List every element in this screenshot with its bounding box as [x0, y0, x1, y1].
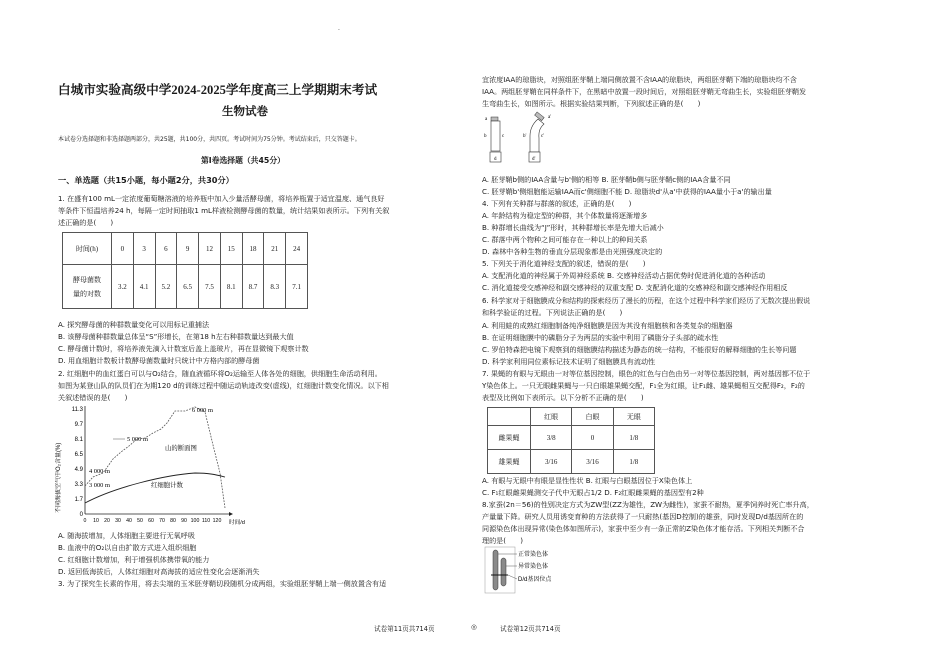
fig-label-d: d: [494, 157, 497, 162]
abnormal-chromosome: [501, 558, 506, 586]
table-header-cell: 时间(h): [63, 233, 112, 265]
x-tick-label: 40: [126, 518, 132, 524]
y-tick-label: 6.5: [74, 452, 83, 458]
option: B. 在证明细胞膜中的磷脂分子为两层的实验中利用了磷脂分子头部的疏水性: [482, 333, 719, 342]
table-cell: 1/8: [613, 426, 654, 450]
option: C. 酵母菌计数时，将培养液先滴入计数室后盖上盖玻片，再在显微镜下观察计数: [58, 344, 309, 353]
q3-line: IAA。两组胚芽鞘在同样条件下，在黑暗中放置一段时间后，对照组胚芽鞘无弯曲生长，实验组胚芽鞘发: [482, 87, 807, 96]
table-cell: 3/16: [531, 450, 572, 474]
q3-coleoptile-figure: [482, 110, 562, 166]
fig-label-b: b: [484, 134, 487, 139]
x-tick-label: 70: [159, 518, 165, 524]
table-cell: 4.1: [133, 265, 155, 309]
option: A. 有眼与无眼中有眼是显性性状 B. 红眼与白眼基因位于X染色体上: [482, 476, 693, 485]
option: D. 用血细胞计数板计数酵母菌数量时只统计中方格内部的酵母菌: [58, 356, 260, 365]
q3-line: 生弯曲生长，如图所示。根据实验结果判断，下列叙述正确的是( ): [482, 99, 701, 108]
q3-first-line: 3. 为了探究生长素的作用，将去尖端的玉米胚芽鞘切段随机分成两组，实验组胚芽鞘上端一侧放置含有适: [58, 579, 387, 588]
x-tick-label: 0: [83, 518, 87, 524]
q2-line: 2. 红细胞中的血红蛋白可以与O₂结合，随血液循环将O₂运输至人体各处的细胞，供细胞生命活动利用。: [58, 369, 382, 378]
footer-divider: ◎: [471, 623, 477, 631]
q7-line: 表型及比例如下表所示。以下分析不正确的是( ): [482, 393, 644, 402]
exam-subtitle: 生物试卷: [222, 106, 268, 118]
x-tick-label: 20: [104, 518, 110, 524]
option: C. 群落中两个物种之间可能存在一种以上的种间关系: [482, 235, 648, 244]
option: C. F₁红眼雌果蝇测交子代中无眼占1/2 D. F₂红眼雌果蝇的基因型有2种: [482, 488, 704, 497]
part-heading: 一、单选题（共15小题，每小题2分，共30分）: [58, 175, 234, 185]
option: B. 种群增长曲线为“J”形时，其种群增长率是先增大后减小: [482, 223, 664, 232]
label-gene-locus: D/d基因位点: [518, 577, 552, 583]
table-cell: 0: [572, 426, 613, 450]
option: B. 血液中的O₂以自由扩散方式进入组织细胞: [58, 543, 197, 552]
q2-line: 如图为某登山队的队员们在为期120 d的训练过程中随运动轨迹改变(虚线)，红细胞计数变化情况。以下相: [58, 381, 389, 390]
label-3000m: 3 000 m: [89, 482, 110, 489]
table-cell: 8.7: [242, 265, 264, 309]
mountain-profile-line: [85, 407, 225, 508]
table-cell: 7.1: [286, 265, 308, 309]
q8-line: 产量量下降。研究人员用诱变育种的方法获得了一只耐热(基因D控制)的雄蚕，同时发现D/d基因所在的: [482, 512, 804, 521]
y-tick-label: 3.3: [74, 482, 83, 488]
table-header-cell: 白眼: [572, 408, 613, 426]
y-tick-label: 11.3: [71, 407, 83, 413]
option: D. 返回低海拔后，人体红细胞对高海拔的适应性变化会逐渐消失: [58, 567, 260, 576]
y-tick-label: 1.7: [74, 497, 83, 503]
option: A. 探究酵母菌的种群数量变化可以用标记重捕法: [58, 320, 210, 329]
exam-intro: 本试卷分选择题和非选择题两部分，共25题，共100分，共四页。考试时间为75分钟。考试结束后，只交答题卡。: [58, 136, 361, 143]
label-rbc-count: 红细胞计数: [151, 482, 183, 489]
y-tick-label: 0: [79, 512, 83, 518]
table-header-cell: [63, 265, 112, 309]
table-cell: 5.2: [155, 265, 177, 309]
table-header-cell: 红眼: [531, 408, 572, 426]
table-cell: 18: [242, 233, 264, 265]
table-cell: 3/8: [531, 426, 572, 450]
q8-line: 同源染色体出现异常(染色体如图所示)，家蚕中至少有一条正常的Z染色体才能存活。下列相关判断不合: [482, 524, 805, 533]
agar-block-a: [491, 117, 498, 121]
header-mark: ·: [338, 27, 340, 34]
option: A. 支配消化道的神经属于外周神经系统 B. 交感神经活动占据优势时促进消化道的各种活动: [482, 271, 766, 280]
question-4: 4. 下列有关种群与群落的叙述，正确的是( ): [482, 199, 632, 208]
footer-page-right: 试卷第12页共714页: [500, 625, 561, 633]
fig-label-a: a: [485, 117, 488, 122]
coleoptile-control: [491, 121, 500, 151]
table-cell: 15: [220, 233, 242, 265]
q7-line: Y染色体上。一只无眼雌果蝇与一只白眼雄果蝇交配，F₁全为红眼，让F₁雌、雄果蝇相互交配得F₂，F₂的: [482, 381, 805, 390]
label-mountain-section: 山的断面图: [165, 445, 197, 452]
q8-chromosome-figure: [484, 546, 574, 594]
label-4000m: 4 000 m: [89, 468, 110, 475]
table-cell: 3.2: [112, 265, 134, 309]
table-cell: 6: [155, 233, 177, 265]
x-tick-label: 60: [148, 518, 154, 524]
question-5: 5. 下列关于消化道神经支配的叙述，错误的是( ): [482, 259, 646, 268]
option: C. 罗伯特森把电镜下观察到的细胞膜结构描述为静态的统一结构，不能很好的解释细胞的生长等问题: [482, 345, 797, 354]
fig-label-b-prime: b': [523, 134, 527, 139]
label-abnormal-chromosome: 异常染色体: [518, 564, 549, 570]
q3-line: 宜浓度IAA的琼脂块，对照组胚芽鞘上端同侧放置不含IAA的琼脂块，两组胚芽鞘下端的琼脂块均不含: [482, 75, 797, 84]
table-cell: 12: [199, 233, 221, 265]
table-row-label: 雄果蝇: [488, 450, 531, 474]
y-axis-label: 不同海拔空气中O₂含量(%): [56, 442, 62, 513]
option: D. 森林中各种生物的垂直分层现象都是由光照强度决定的: [482, 247, 663, 256]
table-cell: 24: [286, 233, 308, 265]
option: D. 科学家利用同位素标记技术证明了细胞膜具有流动性: [482, 357, 656, 366]
x-tick-label: 90: [181, 518, 187, 524]
label-6000m: 6 000 m: [192, 407, 213, 414]
option: C. 消化道接受交感神经和副交感神经的双重支配 D. 支配消化道的交感神经和副交感神经作用相反: [482, 283, 788, 292]
table-cell: 6.5: [177, 265, 199, 309]
x-tick-label: 110: [201, 518, 211, 524]
x-tick-label: 50: [137, 518, 143, 524]
footer-page-left: 试卷第11页共714页: [374, 625, 435, 633]
x-tick-label: 30: [115, 518, 121, 524]
agar-block-a-prime: [535, 112, 545, 121]
label-5000m: 5 000 m: [127, 436, 148, 443]
q1-line: 1. 在盛有100 mL一定浓度葡萄糖溶液的培养瓶中加入少量活酵母菌，将培养瓶置于适宜温度、通气良好: [58, 194, 385, 203]
option: A. 随海拔增加，人体细胞主要进行无氧呼吸: [58, 531, 195, 540]
table-cell: 0: [112, 233, 134, 265]
fig-label-a-prime: a': [548, 115, 552, 120]
y-tick-label: 9.7: [74, 422, 83, 428]
label-normal-chromosome: 正常染色体: [518, 552, 549, 558]
table-cell: 7.5: [199, 265, 221, 309]
q8-line: 8.家蚕(2n＝56)的性别决定方式为ZW型(ZZ为雄性，ZW为雌性)，家蚕不耐热，夏季饲养时死亡率升高，: [482, 500, 814, 509]
table-cell: 8.3: [264, 265, 286, 309]
table-cell: 1/8: [613, 450, 654, 474]
fig-label-d-prime: d': [532, 157, 536, 162]
option: B. 该酵母菌种群数量总体呈“S”形增长，在第18 h左右种群数量达到最大值: [58, 332, 294, 341]
x-tick-label: 100: [190, 518, 200, 524]
y-tick-label: 8.1: [74, 437, 83, 443]
q2-line: 关叙述错误的是( ): [58, 393, 128, 402]
table-header-cell: 无眼: [613, 408, 654, 426]
table-cell: 3: [133, 233, 155, 265]
table-cell: 8.1: [220, 265, 242, 309]
y-tick-label: 4.9: [74, 467, 83, 473]
q1-line: 述正确的是( ): [58, 218, 114, 227]
section-heading: 第Ⅰ卷选择题（共45分）: [201, 156, 285, 165]
fig-label-c: c: [502, 134, 505, 139]
x-tick-label: 120: [212, 518, 222, 524]
q1-data-table: [62, 232, 308, 309]
row-label: 量的对数: [73, 289, 101, 298]
option: C. 红细胞计数增加，利于增强机体携带氧的能力: [58, 555, 210, 564]
table-cell: 9: [177, 233, 199, 265]
exam-title: 白城市实验高级中学2024-2025学年度高三上学期期末考试: [58, 83, 378, 97]
x-tick-label: 80: [170, 518, 176, 524]
table-cell: 3/16: [572, 450, 613, 474]
fig-label-c-prime: c': [541, 134, 545, 139]
q6-line: 6. 科学家对于细胞膜成分和结构的探索经历了漫长的历程，在这个过程中科学家们经历了无数次提出假说: [482, 296, 811, 305]
q7-line: 7. 果蝇的有眼与无眼由一对等位基因控制，眼色的红色与白色由另一对等位基因控制，两对基因都不位于: [482, 369, 811, 378]
q7-phenotype-table: [487, 407, 655, 474]
row-label: 酵母菌数: [73, 275, 101, 284]
option: C. 胚芽鞘b'侧细胞能运输IAA而c'侧细胞不能 D. 琼脂块d'从a'中获得的IAA量小于a'的输出量: [482, 187, 772, 196]
table-row-label: 雌果蝇: [488, 426, 531, 450]
table-cell: 21: [264, 233, 286, 265]
option: A. 年龄结构为稳定型的种群，其个体数量将逐渐增多: [482, 211, 648, 220]
option: A. 利用蛙的成熟红细胞制备纯净细胞膜是因为其没有细胞核和各类复杂的细胞器: [482, 321, 733, 330]
x-axis-arrow: [229, 512, 233, 516]
normal-chromosome: [493, 550, 498, 590]
q6-line: 和科学验证的过程。下列说法正确的是( ): [482, 308, 623, 317]
table-header-cell: [488, 408, 531, 426]
x-tick-label: 10: [93, 518, 99, 524]
q2-altitude-chart: [55, 403, 245, 525]
x-axis-label: 时间/d: [229, 520, 245, 525]
q1-line: 等条件下恒温培养24 h，每隔一定时间抽取1 mL样液检测酵母菌的数量，统计结果如表所示。下列有关叙: [58, 206, 390, 215]
option: A. 胚芽鞘b侧的IAA含量与b'侧的相等 B. 胚芽鞘b侧与胚芽鞘c侧的IAA含量不同: [482, 175, 731, 184]
q8-line: 理的是( ): [482, 536, 524, 545]
